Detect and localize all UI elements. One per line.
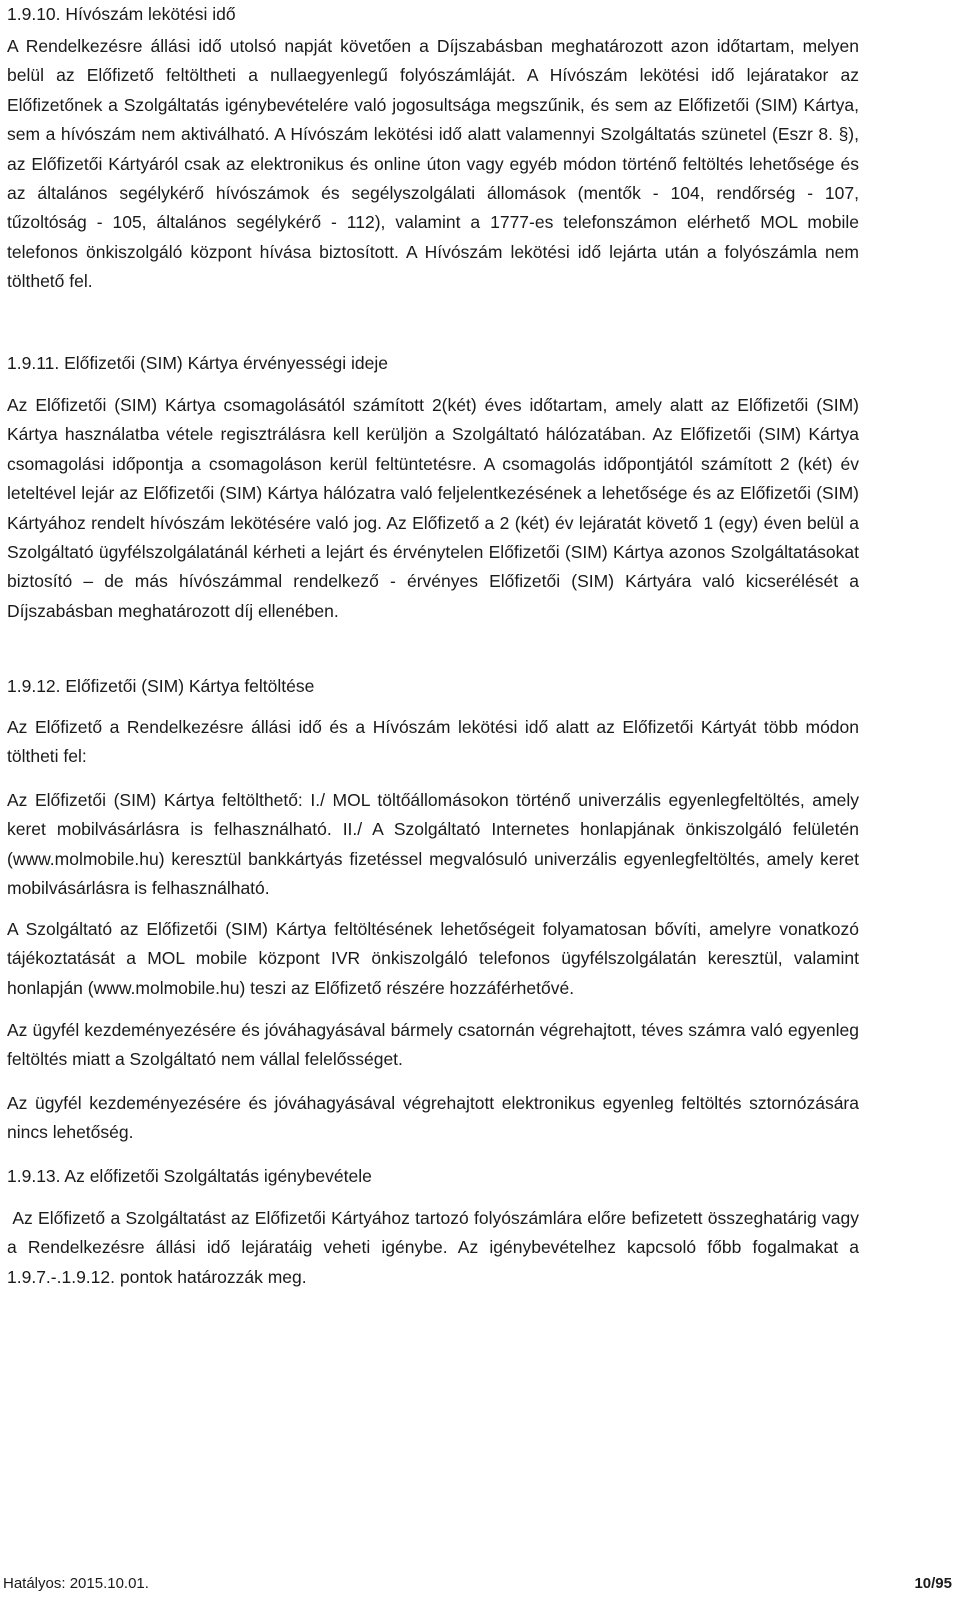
paragraph: Az Előfizetői (SIM) Kártya csomagolásától számított 2(két) éves időtartam, amely alatt az Előfizetői (SIM) Kártya használatba vétele regisztrálásra kell kerüljön a Szolgáltató hálózatában. Az Előfizetői (SIM) Kártya csomagolási időpontja a csomagoláson kerül feltüntetésre. A csomagolás időpontjától számított 2 (két) év leteltével lejár az Előfizetői (SIM) Kártya hálózatra való feljelentkezésének a lehetősége és az Előfizetői (SIM) Kártyához rendelt hívószám lekötésére való jog. Az Előfizető a 2 (két) év lejáratát követő 1 (egy) éven belül a Szolgáltató ügyfélszolgálatánál kérheti a lejárt és érvénytelen Előfizetői (SIM) Kártya azonos Szolgáltatásokat biztosító – de más hívószámmal rendelkező - érvényes Előfizetői (SIM) Kártyára való kicserélését a Díjszabásban meghatározott díj ellenében. [7,395,859,621]
paragraph: Az ügyfél kezdeményezésére és jóváhagyásával végrehajtott elektronikus egyenleg feltöltés sztornózására nincs lehetőség. [7,1093,859,1143]
paragraph: A Szolgáltató az Előfizetői (SIM) Kártya feltöltésének lehetőségeit folyamatosan bővíti, amelyre vonatkozó tájékoztatását a MOL mobile központ IVR önkiszolgáló telefonos ügyfélszolgálatán keresztül, valamint honlapján (www.molmobile.hu) teszi az Előfizető részére hozzáférhetővé. [7,919,859,998]
section-heading-1-9-12: 1.9.12. Előfizetői (SIM) Kártya feltöltése [7,676,315,696]
section-heading-1-9-11: 1.9.11. Előfizetői (SIM) Kártya érvényességi ideje [7,353,388,373]
paragraph: Az Előfizető a Szolgáltatást az Előfizetői Kártyához tartozó folyószámlára előre befizetett összeghatárig vagy a Rendelkezésre állási idő lejáratáig veheti igénybe. Az igénybevételhez kapcsoló főbb fogalmakat a 1.9.7.-.1.9.12. pontok határozzák meg. [7,1208,864,1287]
paragraph: Az ügyfél kezdeményezésére és jóváhagyásával bármely csatornán végrehajtott, téves számra való egyenleg feltöltés miatt a Szolgáltató nem vállal felelősséget. [7,1020,859,1070]
footer-page-number: 10/95 [914,1575,952,1592]
paragraph: Az Előfizető a Rendelkezésre állási idő és a Hívószám lekötési idő alatt az Előfizetői Kártyát több módon töltheti fel: [7,717,859,767]
section-heading-1-9-10: 1.9.10. Hívószám lekötési idő [7,4,236,24]
paragraph: Az Előfizetői (SIM) Kártya feltölthető: I./ MOL töltőállomásokon történő univerzális egyenlegfeltöltés, amely keret mobilvásárlásra is felhasználható. II./ A Szolgáltató Internetes honlapjának önkiszolgáló felületén (www.molmobile.hu) keresztül bankkártyás fizetéssel megvalósuló univerzális egyenlegfeltöltés, amely keret mobilvásárlásra is felhasználható. [7,790,859,899]
section-heading-1-9-13: 1.9.13. Az előfizetői Szolgáltatás igénybevétele [7,1166,372,1186]
footer-effective-date: Hatályos: 2015.10.01. [3,1575,149,1592]
paragraph: A Rendelkezésre állási idő utolsó napját követően a Díjszabásban meghatározott azon időtartam, melyen belül az Előfizető feltöltheti a nullaegyenlegű folyószámláját. A Hívószám lekötési idő lejáratakor az Előfizetőnek a Szolgáltatás igénybevételére való jogosultsága megszűnik, és sem az Előfizetői (SIM) Kártya, sem a hívószám nem aktiválható. A Hívószám lekötési idő alatt valamennyi Szolgáltatás szünetel (Eszr 8. §), az Előfizetői Kártyáról csak az elektronikus és online úton vagy egyéb módon történő feltöltés lehetősége és az általános segélykérő hívószámok és segélyszolgálati állomások (mentők - 104, rendőrség - 107, tűzoltóság - 105, általános segélykérő - 112), valamint a 1777-es telefonszámon elérhető MOL mobile telefonos önkiszolgáló központ hívása biztosított. A Hívószám lekötési idő lejárta után a folyószámla nem tölthető fel. [7,36,859,292]
